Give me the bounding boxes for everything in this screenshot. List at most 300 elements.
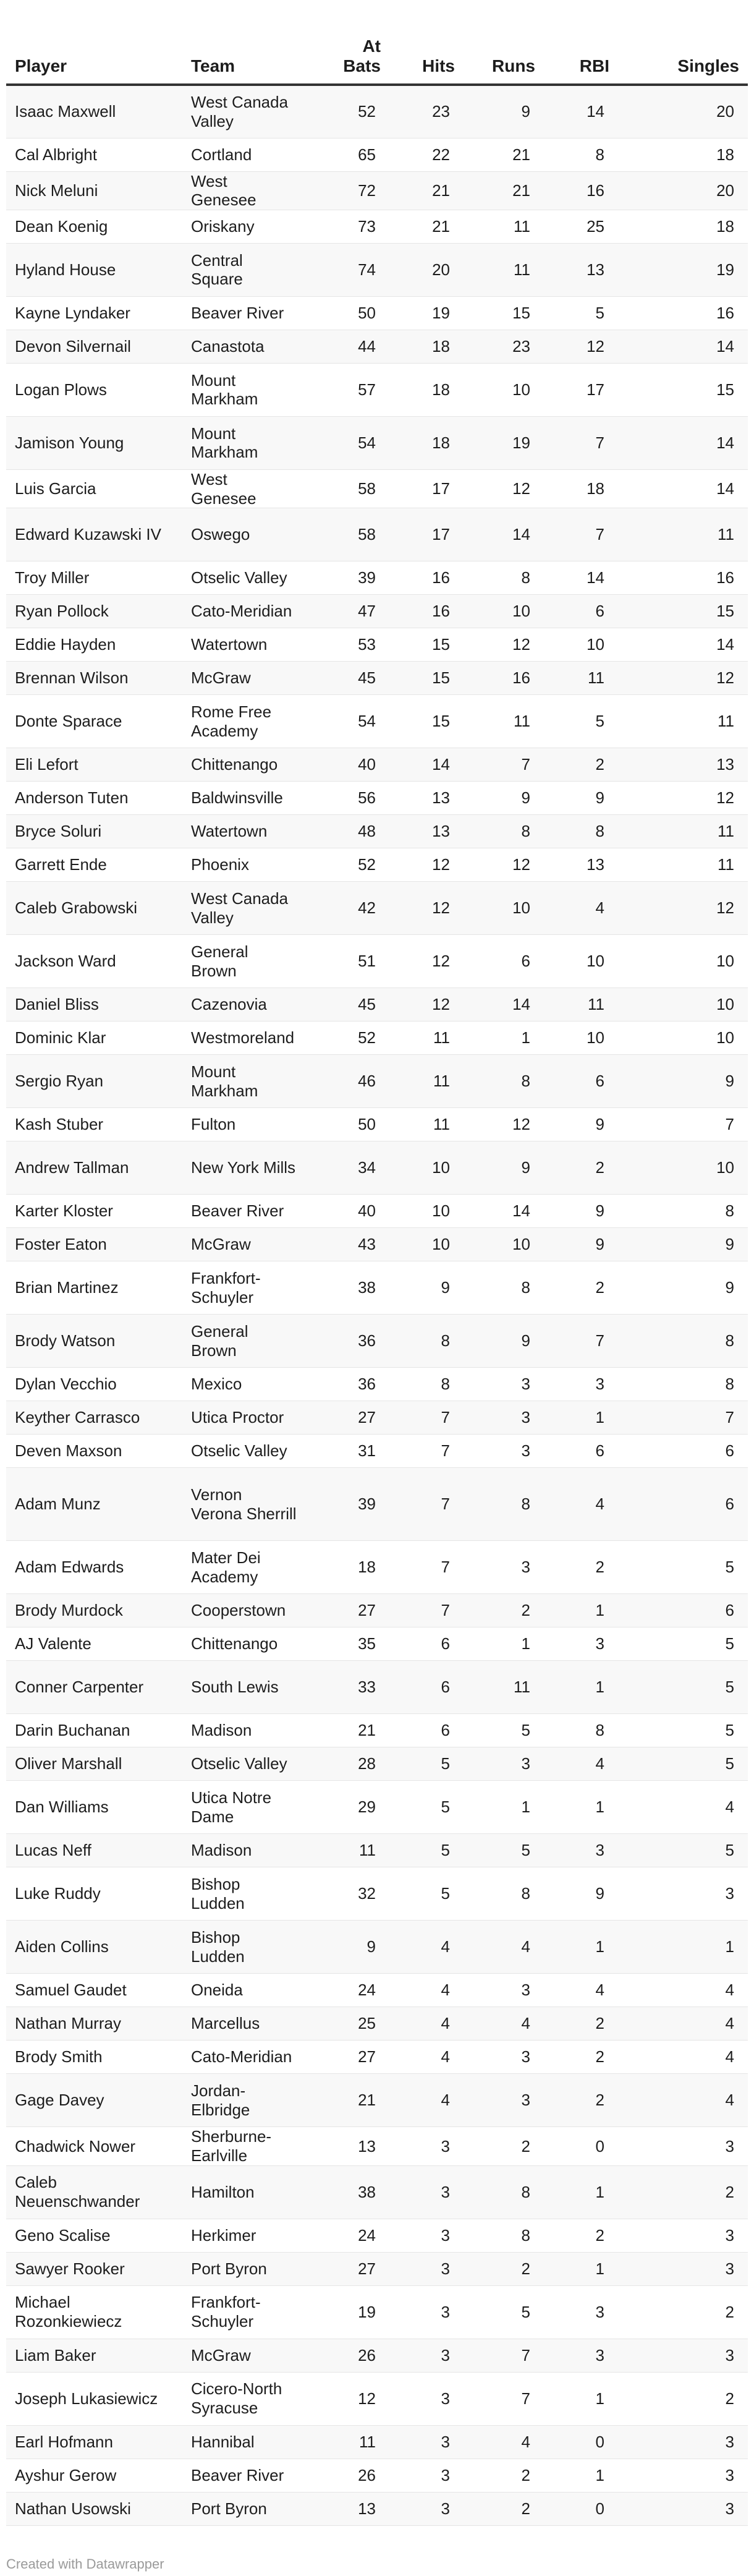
cell-runs: 8 bbox=[464, 561, 544, 595]
cell-at-bats: 24 bbox=[303, 2219, 389, 2252]
cell-player: Dominic Klar bbox=[6, 1021, 181, 1055]
cell-runs: 11 bbox=[464, 243, 544, 296]
cell-player: AJ Valente bbox=[6, 1627, 181, 1661]
cell-hits: 4 bbox=[389, 2041, 464, 2074]
cell-rbi: 8 bbox=[544, 1714, 618, 1747]
cell-at-bats: 51 bbox=[303, 935, 389, 988]
cell-player: Dan Williams bbox=[6, 1781, 181, 1834]
cell-team: Frankfort-Schuyler bbox=[181, 1261, 303, 1315]
cell-rbi: 10 bbox=[544, 628, 618, 662]
cell-runs: 2 bbox=[464, 2459, 544, 2492]
cell-rbi: 0 bbox=[544, 2492, 618, 2525]
cell-player: Dylan Vecchio bbox=[6, 1368, 181, 1401]
cell-runs: 5 bbox=[464, 2285, 544, 2339]
table-row bbox=[6, 1834, 748, 1867]
table-row bbox=[6, 2252, 748, 2285]
column-header-team[interactable]: Team bbox=[181, 0, 303, 85]
cell-singles: 15 bbox=[618, 363, 748, 416]
cell-at-bats: 72 bbox=[303, 171, 389, 210]
cell-singles: 15 bbox=[618, 595, 748, 628]
cell-team: Cortland bbox=[181, 138, 303, 171]
cell-team: Port Byron bbox=[181, 2252, 303, 2285]
cell-hits: 3 bbox=[389, 2285, 464, 2339]
cell-rbi: 8 bbox=[544, 815, 618, 848]
cell-team: Central Square bbox=[181, 243, 303, 296]
cell-singles: 4 bbox=[618, 1974, 748, 2007]
cell-runs: 8 bbox=[464, 1468, 544, 1541]
cell-rbi: 1 bbox=[544, 1921, 618, 1974]
cell-runs: 12 bbox=[464, 848, 544, 882]
cell-rbi: 5 bbox=[544, 695, 618, 748]
cell-hits: 7 bbox=[389, 1468, 464, 1541]
cell-team: Otselic Valley bbox=[181, 1747, 303, 1781]
cell-at-bats: 34 bbox=[303, 1141, 389, 1195]
column-header-at-bats[interactable] bbox=[303, 0, 389, 85]
cell-runs: 9 bbox=[464, 782, 544, 815]
cell-at-bats: 50 bbox=[303, 1108, 389, 1141]
cell-singles: 3 bbox=[618, 2219, 748, 2252]
cell-runs: 1 bbox=[464, 1021, 544, 1055]
cell-singles: 4 bbox=[618, 1781, 748, 1834]
cell-singles: 16 bbox=[618, 561, 748, 595]
cell-rbi: 2 bbox=[544, 1261, 618, 1315]
cell-singles: 7 bbox=[618, 1401, 748, 1435]
cell-runs: 12 bbox=[464, 1108, 544, 1141]
cell-rbi: 16 bbox=[544, 171, 618, 210]
table-row bbox=[6, 882, 748, 935]
cell-rbi: 9 bbox=[544, 1867, 618, 1921]
cell-at-bats: 21 bbox=[303, 1714, 389, 1747]
cell-rbi: 3 bbox=[544, 2339, 618, 2372]
table-row bbox=[6, 1021, 748, 1055]
cell-hits: 7 bbox=[389, 1435, 464, 1468]
cell-runs: 2 bbox=[464, 2492, 544, 2525]
cell-at-bats: 58 bbox=[303, 508, 389, 561]
cell-at-bats: 35 bbox=[303, 1627, 389, 1661]
cell-runs: 1 bbox=[464, 1781, 544, 1834]
table-row bbox=[6, 1468, 748, 1541]
cell-runs: 14 bbox=[464, 988, 544, 1021]
cell-player: Aiden Collins bbox=[6, 1921, 181, 1974]
cell-team: McGraw bbox=[181, 2339, 303, 2372]
cell-team: Chittenango bbox=[181, 1627, 303, 1661]
cell-team: Rome Free Academy bbox=[181, 695, 303, 748]
cell-rbi: 7 bbox=[544, 416, 618, 469]
cell-team: West Genesee bbox=[181, 171, 303, 210]
table-row bbox=[6, 662, 748, 695]
table-row bbox=[6, 935, 748, 988]
cell-runs: 8 bbox=[464, 1261, 544, 1315]
cell-team: Phoenix bbox=[181, 848, 303, 882]
cell-at-bats: 36 bbox=[303, 1368, 389, 1401]
table-row bbox=[6, 2372, 748, 2425]
cell-player: Lucas Neff bbox=[6, 1834, 181, 1867]
cell-player: Adam Munz bbox=[6, 1468, 181, 1541]
cell-rbi: 0 bbox=[544, 2425, 618, 2459]
cell-rbi: 3 bbox=[544, 2285, 618, 2339]
cell-hits: 13 bbox=[389, 815, 464, 848]
cell-at-bats: 53 bbox=[303, 628, 389, 662]
table-body bbox=[6, 85, 748, 2525]
cell-hits: 6 bbox=[389, 1714, 464, 1747]
cell-team: General Brown bbox=[181, 935, 303, 988]
cell-runs: 3 bbox=[464, 1974, 544, 2007]
cell-team: Port Byron bbox=[181, 2492, 303, 2525]
cell-rbi: 3 bbox=[544, 1834, 618, 1867]
cell-singles: 3 bbox=[618, 2425, 748, 2459]
cell-rbi: 10 bbox=[544, 935, 618, 988]
cell-runs: 3 bbox=[464, 1368, 544, 1401]
cell-hits: 10 bbox=[389, 1141, 464, 1195]
cell-team: Mater Dei Academy bbox=[181, 1541, 303, 1594]
cell-team: Otselic Valley bbox=[181, 561, 303, 595]
cell-hits: 15 bbox=[389, 695, 464, 748]
cell-team: Utica Notre Dame bbox=[181, 1781, 303, 1834]
cell-runs: 23 bbox=[464, 330, 544, 363]
cell-singles: 2 bbox=[618, 2285, 748, 2339]
cell-rbi: 4 bbox=[544, 1468, 618, 1541]
cell-hits: 22 bbox=[389, 138, 464, 171]
cell-at-bats: 52 bbox=[303, 1021, 389, 1055]
cell-team: Vernon Verona Sherrill bbox=[181, 1468, 303, 1541]
table-row bbox=[6, 2007, 748, 2041]
cell-player: Brennan Wilson bbox=[6, 662, 181, 695]
cell-runs: 10 bbox=[464, 1228, 544, 1261]
cell-rbi: 0 bbox=[544, 2127, 618, 2165]
cell-runs: 3 bbox=[464, 2074, 544, 2127]
cell-runs: 14 bbox=[464, 508, 544, 561]
cell-hits: 18 bbox=[389, 416, 464, 469]
cell-rbi: 1 bbox=[544, 1661, 618, 1714]
cell-player: Luke Ruddy bbox=[6, 1867, 181, 1921]
cell-team: Chittenango bbox=[181, 748, 303, 782]
cell-at-bats: 36 bbox=[303, 1315, 389, 1368]
cell-at-bats: 40 bbox=[303, 748, 389, 782]
cell-singles: 11 bbox=[618, 848, 748, 882]
cell-hits: 3 bbox=[389, 2252, 464, 2285]
cell-team: Hannibal bbox=[181, 2425, 303, 2459]
cell-runs: 15 bbox=[464, 296, 544, 330]
cell-runs: 4 bbox=[464, 1921, 544, 1974]
cell-runs: 6 bbox=[464, 935, 544, 988]
cell-hits: 15 bbox=[389, 662, 464, 695]
cell-at-bats: 50 bbox=[303, 296, 389, 330]
cell-player: Brody Smith bbox=[6, 2041, 181, 2074]
cell-team: West Genesee bbox=[181, 469, 303, 508]
cell-at-bats: 18 bbox=[303, 1541, 389, 1594]
cell-rbi: 1 bbox=[544, 2459, 618, 2492]
cell-hits: 19 bbox=[389, 296, 464, 330]
cell-rbi: 6 bbox=[544, 1435, 618, 1468]
table-row bbox=[6, 2219, 748, 2252]
cell-at-bats: 12 bbox=[303, 2372, 389, 2425]
cell-hits: 23 bbox=[389, 85, 464, 138]
cell-team: Beaver River bbox=[181, 1195, 303, 1228]
cell-rbi: 1 bbox=[544, 2165, 618, 2219]
column-header-singles[interactable]: Singles bbox=[618, 0, 748, 85]
cell-rbi: 10 bbox=[544, 1021, 618, 1055]
cell-runs: 19 bbox=[464, 416, 544, 469]
cell-at-bats: 57 bbox=[303, 363, 389, 416]
table-row bbox=[6, 815, 748, 848]
cell-at-bats: 11 bbox=[303, 1834, 389, 1867]
cell-player: Brian Martinez bbox=[6, 1261, 181, 1315]
cell-team: Herkimer bbox=[181, 2219, 303, 2252]
cell-rbi: 17 bbox=[544, 363, 618, 416]
cell-hits: 12 bbox=[389, 988, 464, 1021]
table-row bbox=[6, 171, 748, 210]
cell-at-bats: 28 bbox=[303, 1747, 389, 1781]
cell-team: Westmoreland bbox=[181, 1021, 303, 1055]
column-header-hits[interactable]: Hits bbox=[389, 0, 464, 85]
cell-hits: 6 bbox=[389, 1627, 464, 1661]
cell-hits: 3 bbox=[389, 2425, 464, 2459]
cell-at-bats: 73 bbox=[303, 210, 389, 243]
cell-singles: 8 bbox=[618, 1195, 748, 1228]
cell-player: Edward Kuzawski IV bbox=[6, 508, 181, 561]
cell-rbi: 2 bbox=[544, 2041, 618, 2074]
cell-team: Cazenovia bbox=[181, 988, 303, 1021]
cell-rbi: 1 bbox=[544, 1781, 618, 1834]
cell-runs: 12 bbox=[464, 628, 544, 662]
cell-player: Deven Maxson bbox=[6, 1435, 181, 1468]
table-row bbox=[6, 1261, 748, 1315]
cell-rbi: 13 bbox=[544, 848, 618, 882]
cell-team: Mount Markham bbox=[181, 416, 303, 469]
cell-at-bats: 44 bbox=[303, 330, 389, 363]
table-row bbox=[6, 2492, 748, 2525]
cell-team: Bishop Ludden bbox=[181, 1867, 303, 1921]
cell-at-bats: 13 bbox=[303, 2127, 389, 2165]
cell-hits: 16 bbox=[389, 595, 464, 628]
cell-player: Dean Koenig bbox=[6, 210, 181, 243]
cell-rbi: 18 bbox=[544, 469, 618, 508]
cell-hits: 11 bbox=[389, 1108, 464, 1141]
cell-singles: 16 bbox=[618, 296, 748, 330]
cell-at-bats: 31 bbox=[303, 1435, 389, 1468]
cell-at-bats: 25 bbox=[303, 2007, 389, 2041]
cell-player: Samuel Gaudet bbox=[6, 1974, 181, 2007]
cell-at-bats: 11 bbox=[303, 2425, 389, 2459]
cell-rbi: 11 bbox=[544, 662, 618, 695]
cell-at-bats: 39 bbox=[303, 561, 389, 595]
table-row bbox=[6, 2285, 748, 2339]
cell-player: Hyland House bbox=[6, 243, 181, 296]
cell-at-bats: 42 bbox=[303, 882, 389, 935]
cell-at-bats: 24 bbox=[303, 1974, 389, 2007]
table-row bbox=[6, 1368, 748, 1401]
cell-player: Bryce Soluri bbox=[6, 815, 181, 848]
cell-hits: 5 bbox=[389, 1747, 464, 1781]
cell-singles: 4 bbox=[618, 2041, 748, 2074]
cell-hits: 6 bbox=[389, 1661, 464, 1714]
table-row bbox=[6, 2425, 748, 2459]
table-row bbox=[6, 1228, 748, 1261]
cell-singles: 18 bbox=[618, 210, 748, 243]
cell-rbi: 1 bbox=[544, 1401, 618, 1435]
cell-player: Adam Edwards bbox=[6, 1541, 181, 1594]
table-row bbox=[6, 1541, 748, 1594]
cell-runs: 16 bbox=[464, 662, 544, 695]
cell-runs: 11 bbox=[464, 1661, 544, 1714]
cell-team: Madison bbox=[181, 1714, 303, 1747]
stats-table-container bbox=[6, 0, 748, 2526]
datawrapper-credit: Created with Datawrapper bbox=[6, 2556, 164, 2572]
column-header-rbi[interactable]: RBI bbox=[544, 0, 618, 85]
cell-hits: 15 bbox=[389, 628, 464, 662]
column-header-runs[interactable]: Runs bbox=[464, 0, 544, 85]
cell-player: Devon Silvernail bbox=[6, 330, 181, 363]
cell-runs: 7 bbox=[464, 748, 544, 782]
cell-rbi: 4 bbox=[544, 882, 618, 935]
cell-at-bats: 32 bbox=[303, 1867, 389, 1921]
table-row bbox=[6, 2165, 748, 2219]
cell-player: Caleb Grabowski bbox=[6, 882, 181, 935]
cell-singles: 11 bbox=[618, 508, 748, 561]
cell-rbi: 1 bbox=[544, 2372, 618, 2425]
cell-team: Cato-Meridian bbox=[181, 2041, 303, 2074]
cell-player: Karter Kloster bbox=[6, 1195, 181, 1228]
cell-player: Eli Lefort bbox=[6, 748, 181, 782]
cell-runs: 8 bbox=[464, 1055, 544, 1108]
cell-player: Earl Hofmann bbox=[6, 2425, 181, 2459]
cell-hits: 12 bbox=[389, 848, 464, 882]
cell-player: Sergio Ryan bbox=[6, 1055, 181, 1108]
cell-player: Caleb Neuenschwander bbox=[6, 2165, 181, 2219]
cell-player: Liam Baker bbox=[6, 2339, 181, 2372]
cell-at-bats: 74 bbox=[303, 243, 389, 296]
cell-player: Sawyer Rooker bbox=[6, 2252, 181, 2285]
cell-at-bats: 19 bbox=[303, 2285, 389, 2339]
cell-team: Oswego bbox=[181, 508, 303, 561]
cell-hits: 7 bbox=[389, 1594, 464, 1627]
cell-hits: 17 bbox=[389, 469, 464, 508]
cell-hits: 3 bbox=[389, 2165, 464, 2219]
cell-singles: 10 bbox=[618, 935, 748, 988]
cell-at-bats: 27 bbox=[303, 1594, 389, 1627]
cell-player: Nathan Murray bbox=[6, 2007, 181, 2041]
table-row bbox=[6, 243, 748, 296]
cell-player: Daniel Bliss bbox=[6, 988, 181, 1021]
table-row bbox=[6, 1867, 748, 1921]
cell-at-bats: 65 bbox=[303, 138, 389, 171]
cell-runs: 8 bbox=[464, 2219, 544, 2252]
cell-player: Nick Meluni bbox=[6, 171, 181, 210]
cell-hits: 4 bbox=[389, 1974, 464, 2007]
cell-hits: 5 bbox=[389, 1867, 464, 1921]
cell-singles: 6 bbox=[618, 1468, 748, 1541]
cell-at-bats: 27 bbox=[303, 1401, 389, 1435]
cell-hits: 21 bbox=[389, 210, 464, 243]
column-header-player[interactable]: Player bbox=[6, 0, 181, 85]
table-row bbox=[6, 1781, 748, 1834]
cell-at-bats: 52 bbox=[303, 85, 389, 138]
cell-team: West Canada Valley bbox=[181, 882, 303, 935]
cell-team: General Brown bbox=[181, 1315, 303, 1368]
table-row bbox=[6, 595, 748, 628]
table-row bbox=[6, 1974, 748, 2007]
cell-at-bats: 9 bbox=[303, 1921, 389, 1974]
cell-player: Troy Miller bbox=[6, 561, 181, 595]
cell-at-bats: 47 bbox=[303, 595, 389, 628]
cell-runs: 21 bbox=[464, 171, 544, 210]
cell-at-bats: 33 bbox=[303, 1661, 389, 1714]
cell-singles: 3 bbox=[618, 2492, 748, 2525]
table-row bbox=[6, 695, 748, 748]
cell-runs: 11 bbox=[464, 210, 544, 243]
cell-runs: 7 bbox=[464, 2339, 544, 2372]
cell-runs: 11 bbox=[464, 695, 544, 748]
cell-hits: 8 bbox=[389, 1368, 464, 1401]
table-row bbox=[6, 628, 748, 662]
cell-singles: 12 bbox=[618, 882, 748, 935]
table-row bbox=[6, 1747, 748, 1781]
cell-player: Garrett Ende bbox=[6, 848, 181, 882]
cell-rbi: 14 bbox=[544, 561, 618, 595]
cell-player: Donte Sparace bbox=[6, 695, 181, 748]
cell-player: Foster Eaton bbox=[6, 1228, 181, 1261]
table-row bbox=[6, 138, 748, 171]
cell-rbi: 9 bbox=[544, 1195, 618, 1228]
table-row bbox=[6, 1055, 748, 1108]
cell-hits: 3 bbox=[389, 2492, 464, 2525]
cell-at-bats: 45 bbox=[303, 662, 389, 695]
cell-player: Anderson Tuten bbox=[6, 782, 181, 815]
table-row bbox=[6, 469, 748, 508]
cell-player: Conner Carpenter bbox=[6, 1661, 181, 1714]
cell-player: Isaac Maxwell bbox=[6, 85, 181, 138]
cell-rbi: 1 bbox=[544, 1594, 618, 1627]
cell-singles: 3 bbox=[618, 2252, 748, 2285]
cell-singles: 5 bbox=[618, 1747, 748, 1781]
cell-at-bats: 27 bbox=[303, 2252, 389, 2285]
table-row bbox=[6, 1921, 748, 1974]
cell-hits: 4 bbox=[389, 1921, 464, 1974]
cell-singles: 10 bbox=[618, 988, 748, 1021]
cell-player: Oliver Marshall bbox=[6, 1747, 181, 1781]
cell-runs: 4 bbox=[464, 2425, 544, 2459]
cell-runs: 10 bbox=[464, 363, 544, 416]
cell-team: Cicero-North Syracuse bbox=[181, 2372, 303, 2425]
cell-singles: 5 bbox=[618, 1834, 748, 1867]
cell-rbi: 14 bbox=[544, 85, 618, 138]
cell-singles: 9 bbox=[618, 1055, 748, 1108]
cell-hits: 20 bbox=[389, 243, 464, 296]
cell-singles: 19 bbox=[618, 243, 748, 296]
cell-runs: 12 bbox=[464, 469, 544, 508]
cell-rbi: 2 bbox=[544, 2007, 618, 2041]
cell-singles: 14 bbox=[618, 416, 748, 469]
table-row bbox=[6, 1108, 748, 1141]
cell-team: McGraw bbox=[181, 1228, 303, 1261]
cell-player: Jamison Young bbox=[6, 416, 181, 469]
table-row bbox=[6, 508, 748, 561]
table-row bbox=[6, 2339, 748, 2372]
cell-team: Sherburne-Earlville bbox=[181, 2127, 303, 2165]
cell-team: Beaver River bbox=[181, 2459, 303, 2492]
cell-team: Utica Proctor bbox=[181, 1401, 303, 1435]
cell-player: Darin Buchanan bbox=[6, 1714, 181, 1747]
cell-singles: 4 bbox=[618, 2074, 748, 2127]
cell-hits: 3 bbox=[389, 2127, 464, 2165]
cell-rbi: 25 bbox=[544, 210, 618, 243]
cell-runs: 1 bbox=[464, 1627, 544, 1661]
cell-at-bats: 39 bbox=[303, 1468, 389, 1541]
cell-team: Bishop Ludden bbox=[181, 1921, 303, 1974]
cell-player: Michael Rozonkiewiecz bbox=[6, 2285, 181, 2339]
cell-team: Hamilton bbox=[181, 2165, 303, 2219]
cell-team: Beaver River bbox=[181, 296, 303, 330]
